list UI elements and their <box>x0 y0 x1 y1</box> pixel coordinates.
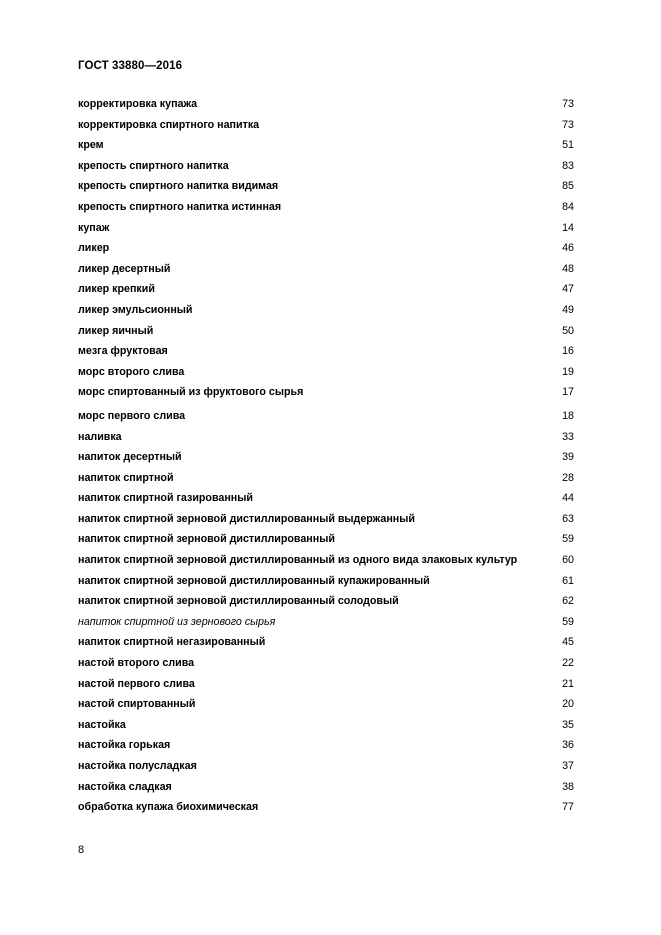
index-page-number: 49 <box>562 303 574 316</box>
index-page-number: 35 <box>562 718 574 731</box>
index-page-number: 22 <box>562 657 574 670</box>
index-entry <box>78 362 574 383</box>
index-term: крепость спиртного напитка истинная <box>78 200 282 213</box>
index-term: морс первого слива <box>78 409 186 422</box>
index-entry <box>78 694 574 715</box>
index-term: наливка <box>78 430 122 443</box>
index-entry <box>78 341 574 362</box>
index-page-number: 14 <box>562 221 574 234</box>
page-number: 8 <box>78 844 85 856</box>
index-entry <box>78 777 574 798</box>
index-term: напиток спиртной зерновой дистиллированный <box>78 533 335 546</box>
index-term: напиток спиртной из зернового сырья <box>78 615 276 628</box>
index-term: настойка полусладкая <box>78 760 197 772</box>
index-entry <box>78 135 574 156</box>
index-term: напиток десертный <box>78 451 182 464</box>
index-entry <box>78 279 574 300</box>
index-term: крепость спиртного напитка <box>78 159 229 172</box>
index-page-number: 16 <box>562 345 574 358</box>
index-page-number: 59 <box>562 615 574 628</box>
index-term: настой спиртованный <box>78 698 196 711</box>
index-page-number: 20 <box>562 698 574 711</box>
index-page-number: 36 <box>562 739 574 752</box>
index-entry <box>78 427 574 448</box>
index-page-number: 37 <box>562 760 574 772</box>
index-term: настой второго слива <box>78 657 195 670</box>
index-entry <box>78 197 574 218</box>
index-entry <box>78 632 574 653</box>
index-page-number: 83 <box>562 159 574 172</box>
index-term: настой первого слива <box>78 677 195 690</box>
index-entry <box>78 591 574 612</box>
index-page-number: 73 <box>562 118 574 131</box>
index-term: крепость спиртного напитка видимая <box>78 180 279 193</box>
index-page-number: 63 <box>562 512 574 525</box>
index-entry <box>78 300 574 321</box>
index-page-number: 84 <box>562 200 574 213</box>
index-term: напиток спиртной негазированный <box>78 636 266 649</box>
index-page-number: 33 <box>562 430 574 443</box>
index-term: обработка купажа биохимическая <box>78 801 259 814</box>
index-page-number: 51 <box>562 139 574 152</box>
index-term: ликер <box>78 242 110 255</box>
index-term: напиток спиртной зерновой дистиллированный купажированный <box>78 574 430 587</box>
index-page-number: 38 <box>562 780 574 793</box>
index-entry <box>78 156 574 177</box>
index-term: напиток спиртной зерновой дистиллированный из одного вида злаковых культур <box>78 554 518 567</box>
index-term: корректировка спиртного напитка <box>78 118 260 131</box>
index-entry <box>78 382 574 403</box>
index-term: ликер крепкий <box>78 283 155 296</box>
index-term: корректировка купажа <box>78 98 198 110</box>
index-entry <box>78 218 574 239</box>
index-entry <box>78 715 574 736</box>
index-page-number: 73 <box>562 98 574 110</box>
index-entry <box>78 756 574 777</box>
index-entry <box>78 406 574 427</box>
index-entry <box>78 674 574 695</box>
index-term: настойка горькая <box>78 739 171 752</box>
index-entry <box>78 259 574 280</box>
index-page-number: 46 <box>562 242 574 255</box>
index-page-number: 47 <box>562 283 574 296</box>
index-page-number: 60 <box>562 554 574 567</box>
index-entry <box>78 447 574 468</box>
index-entry <box>78 509 574 530</box>
index-page-number: 50 <box>562 324 574 337</box>
index-entry <box>78 612 574 633</box>
index-page-number: 61 <box>562 574 574 587</box>
index-page-number: 19 <box>562 365 574 378</box>
index-page-number: 39 <box>562 451 574 464</box>
index-page-number: 17 <box>562 386 574 399</box>
index-term: купаж <box>78 221 110 234</box>
index-page-number: 48 <box>562 262 574 275</box>
index-entry <box>78 176 574 197</box>
index-page-number: 21 <box>562 677 574 690</box>
index-term: напиток спиртной зерновой дистиллированный солодовый <box>78 595 399 608</box>
index-page-number: 28 <box>562 471 574 484</box>
index-page-number: 77 <box>562 801 574 814</box>
index-entry <box>78 735 574 756</box>
index-entry <box>78 321 574 342</box>
index-term: ликер эмульсионный <box>78 303 193 316</box>
index-page-number: 85 <box>562 180 574 193</box>
index-entry <box>78 488 574 509</box>
index-entry <box>78 468 574 489</box>
index-page-number: 45 <box>562 636 574 649</box>
index-entry <box>78 550 574 571</box>
index-page-number: 44 <box>562 492 574 505</box>
index-term: мезга фруктовая <box>78 345 168 358</box>
index-entry <box>78 94 574 115</box>
index-term: напиток спиртной зерновой дистиллированный выдержанный <box>78 512 415 525</box>
index-entry <box>78 797 574 818</box>
index-page-number: 18 <box>562 409 574 422</box>
index-term: настойка сладкая <box>78 780 172 793</box>
index-term: морс второго слива <box>78 365 185 378</box>
index-entry <box>78 529 574 550</box>
index-page-number: 62 <box>562 595 574 608</box>
index-term: морс спиртованный из фруктового сырья <box>78 386 304 399</box>
index-entry <box>78 653 574 674</box>
index-term: ликер десертный <box>78 262 171 275</box>
index-entry <box>78 115 574 136</box>
alphabetical-index <box>78 94 574 818</box>
index-entry <box>78 571 574 592</box>
index-term: ликер яичный <box>78 324 154 337</box>
index-term: крем <box>78 139 104 152</box>
index-term: настойка <box>78 718 126 731</box>
document-header: ГОСТ 33880—2016 <box>78 60 183 72</box>
index-page-number: 59 <box>562 533 574 546</box>
index-term: напиток спиртной газированный <box>78 492 253 505</box>
index-term: напиток спиртной <box>78 471 174 484</box>
index-entry <box>78 238 574 259</box>
